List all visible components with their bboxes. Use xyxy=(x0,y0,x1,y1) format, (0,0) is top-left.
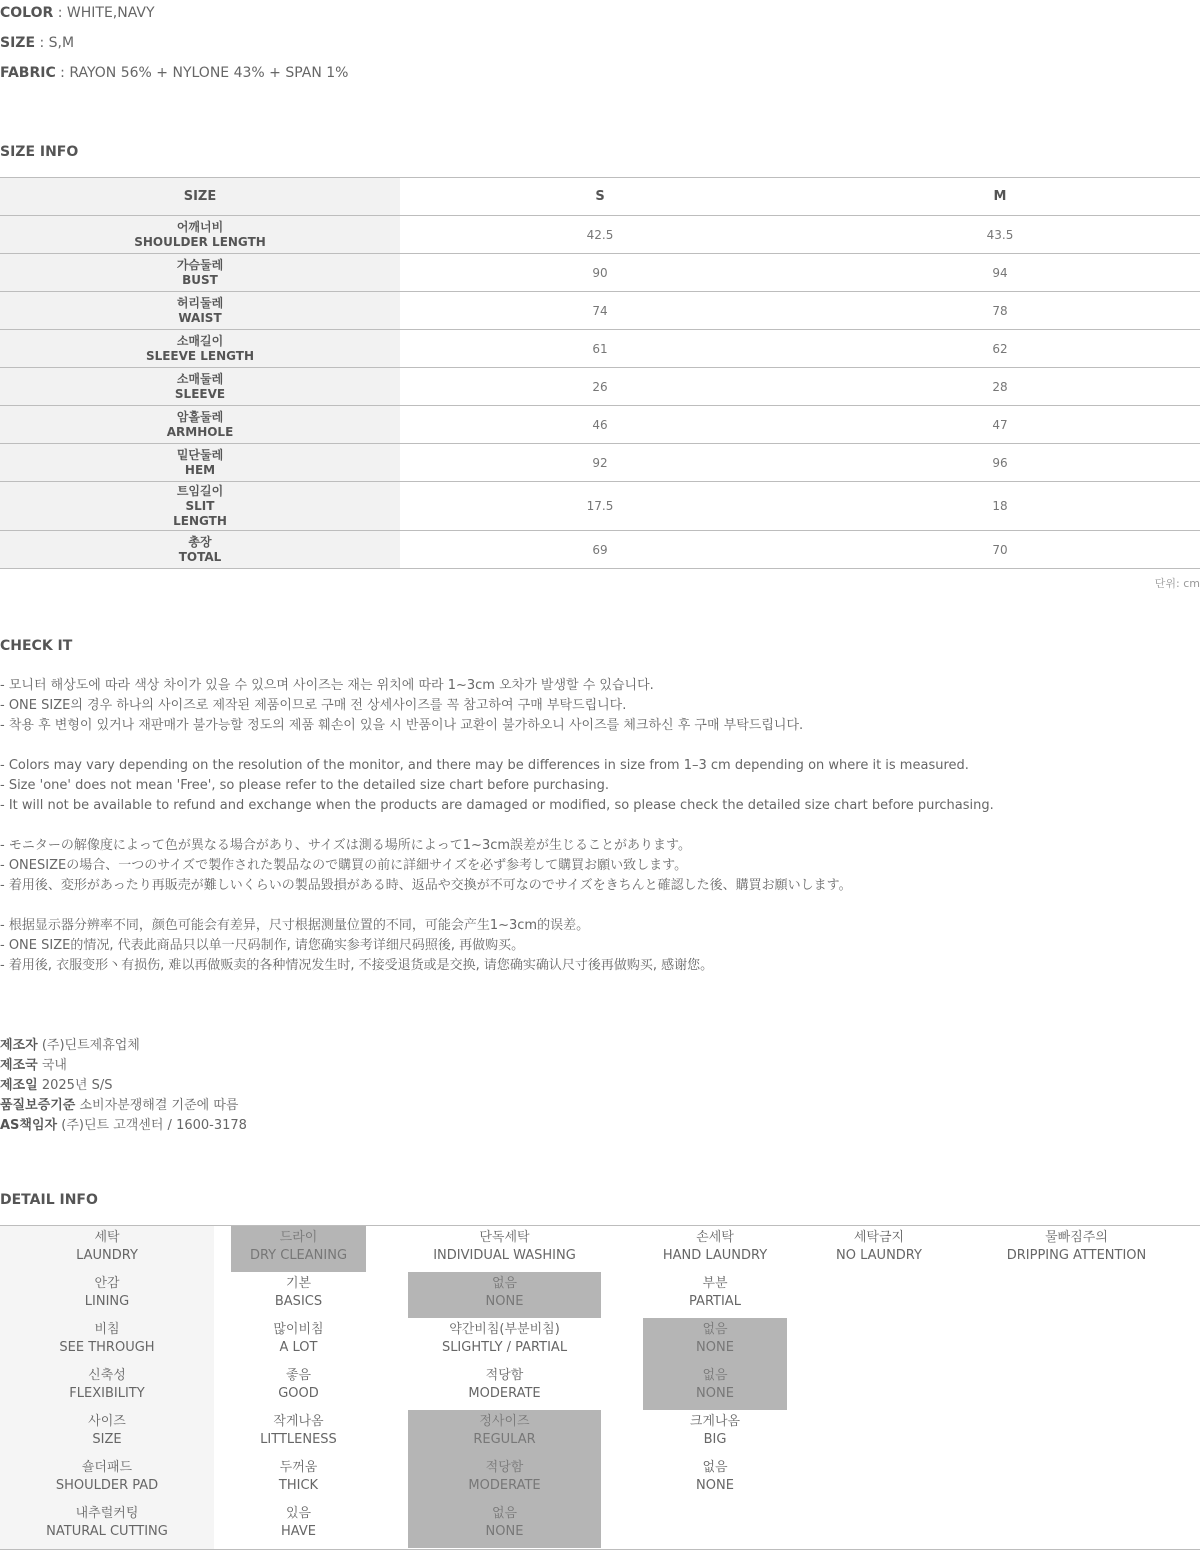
detail-en: INDIVIDUAL WASHING xyxy=(433,1248,576,1263)
detail-ko: 드라이 xyxy=(279,1230,318,1245)
measure-label xyxy=(0,444,400,482)
detail-ko: 있음 xyxy=(285,1506,312,1521)
measure-label xyxy=(0,254,400,292)
detail-en: NATURAL CUTTING xyxy=(46,1524,168,1539)
detail-en: SLIGHTLY / PARTIAL xyxy=(441,1340,568,1355)
spec-label: FABRIC xyxy=(0,65,56,81)
mfg-label: 제조일 xyxy=(0,1078,38,1093)
detail-row-label xyxy=(0,1226,214,1272)
notes-en xyxy=(0,756,994,816)
mfg-row xyxy=(0,1076,247,1096)
manufacturer-info xyxy=(0,1036,247,1136)
detail-option xyxy=(408,1502,601,1548)
detail-row-label xyxy=(0,1410,214,1456)
notes-ja xyxy=(0,836,852,896)
value-s: 26 xyxy=(400,368,800,406)
note-line: - Size 'one' does not mean 'Free', so please refer to the detailed size chart before purchasing. xyxy=(0,778,610,793)
table-row xyxy=(0,254,1200,292)
detail-ko: 두꺼움 xyxy=(279,1460,318,1475)
detail-ko: 약간비침(부분비침) xyxy=(449,1322,560,1337)
detail-option xyxy=(643,1410,787,1456)
detail-option xyxy=(408,1364,601,1410)
spec-fabric xyxy=(0,63,348,83)
mfg-row xyxy=(0,1036,247,1056)
measure-ko: 소매둘레 xyxy=(176,371,224,386)
value-s: 46 xyxy=(400,406,800,444)
note-line: - 착용 후 변형이 있거나 재판매가 불가능할 정도의 제품 훼손이 있을 시 반품이나 교환이 불가하오니 사이즈를 체크하신 후 구매 부탁드립니다. xyxy=(0,718,804,733)
note-line: - モニターの解像度によって色が異なる場合があり、サイズは測る場所によって1~3cm誤差が生じることがあります。 xyxy=(0,838,691,853)
value-m: 78 xyxy=(800,292,1200,330)
detail-ko: 없음 xyxy=(491,1506,518,1521)
notes-zh xyxy=(0,916,713,976)
detail-row-label xyxy=(0,1364,214,1410)
detail-ko: 신축성 xyxy=(88,1368,126,1383)
measure-label xyxy=(0,216,400,254)
value-m: 18 xyxy=(800,482,1200,531)
detail-ko: 많이비침 xyxy=(273,1322,324,1337)
mfg-label: 품질보증기준 xyxy=(0,1098,76,1113)
detail-ko: 적당함 xyxy=(485,1368,524,1383)
table-row xyxy=(0,406,1200,444)
measure-en: SLEEVE LENGTH xyxy=(145,348,255,363)
detail-option xyxy=(231,1456,366,1502)
detail-option xyxy=(408,1456,601,1502)
table-row xyxy=(0,482,1200,531)
spec-label: SIZE xyxy=(0,35,36,51)
value-m: 47 xyxy=(800,406,1200,444)
mfg-value: (주)딘트 고객센터 / 1600-3178 xyxy=(57,1118,247,1133)
detail-en: NONE xyxy=(485,1524,524,1539)
note-line: - 着用後、変形があったり再販売が難しいくらいの製品毀損がある時、返品や交換が不可なのでサイズをきちんと確認した後、購買お願いします。 xyxy=(0,878,852,893)
spec-label: COLOR xyxy=(0,5,54,21)
value-m: 28 xyxy=(800,368,1200,406)
measure-label xyxy=(0,406,400,444)
measure-ko: 암홀둘레 xyxy=(176,409,224,424)
mfg-value: (주)딘트제휴업체 xyxy=(37,1038,140,1053)
table-row xyxy=(0,444,1200,482)
table-row xyxy=(0,531,1200,569)
detail-option xyxy=(231,1318,366,1364)
spec-value: : S,M xyxy=(35,35,75,51)
value-m: 43.5 xyxy=(800,216,1200,254)
detail-option xyxy=(231,1502,366,1548)
note-line: - ONESIZEの場合、一つのサイズで製作された製品なので購買の前に詳細サイズを必ず参考して購買お願い致します。 xyxy=(0,858,688,873)
detail-ko: 세탁금지 xyxy=(853,1230,905,1245)
detail-en: A LOT xyxy=(279,1340,318,1355)
note-line: - It will not be available to refund and exchange when the products are damaged or modified, so please check the detailed size chart before purchasing. xyxy=(0,798,994,813)
detail-en: MODERATE xyxy=(468,1386,541,1401)
detail-ko: 사이즈 xyxy=(88,1414,126,1429)
measure-en: TOTAL xyxy=(178,549,222,564)
detail-en: THICK xyxy=(278,1478,319,1493)
detail-en: BASICS xyxy=(274,1294,323,1309)
detail-ko: 단독세탁 xyxy=(479,1230,530,1245)
measure-en: SLIT xyxy=(185,498,215,513)
detail-en: GOOD xyxy=(278,1386,319,1401)
measure-label xyxy=(0,292,400,330)
measure-en-2: LENGTH xyxy=(173,513,227,528)
detail-en: DRIPPING ATTENTION xyxy=(1006,1248,1147,1263)
measure-ko: 트임길이 xyxy=(176,483,224,498)
mfg-value: 소비자분쟁해결 기준에 따름 xyxy=(75,1098,239,1113)
value-s: 90 xyxy=(400,254,800,292)
mfg-label: 제조자 xyxy=(0,1038,38,1053)
measure-en: HEM xyxy=(184,462,216,477)
detail-row-label xyxy=(0,1456,214,1502)
detail-option xyxy=(643,1226,787,1272)
note-line: - 모니터 해상도에 따라 색상 차이가 있을 수 있으며 사이즈는 재는 위치에 따라 1~3cm 오차가 발생할 수 있습니다. xyxy=(0,678,654,693)
note-line: - ONE SIZE的情况, 代表此商品只以单一尺码制作, 请您确实参考详细尺码照後, 再做购买。 xyxy=(0,938,525,953)
detail-option xyxy=(643,1318,787,1364)
detail-ko: 없음 xyxy=(702,1460,728,1475)
mfg-value: 국내 xyxy=(37,1058,67,1073)
detail-option xyxy=(408,1410,601,1456)
detail-row-label xyxy=(0,1318,214,1364)
detail-option xyxy=(231,1410,366,1456)
detail-ko: 숄더패드 xyxy=(81,1460,133,1475)
detail-option xyxy=(231,1364,366,1410)
detail-option xyxy=(231,1226,366,1272)
detail-ko: 부분 xyxy=(702,1276,728,1291)
notes-ko xyxy=(0,676,803,736)
detail-ko: 정사이즈 xyxy=(479,1414,530,1429)
detail-en: HAVE xyxy=(281,1524,316,1539)
detail-en: SHOULDER PAD xyxy=(55,1478,159,1493)
detail-option xyxy=(643,1272,787,1318)
value-s: 69 xyxy=(400,531,800,569)
spec-color xyxy=(0,3,155,23)
detail-ko: 작게나옴 xyxy=(273,1414,324,1429)
value-s: 17.5 xyxy=(400,482,800,531)
mfg-row xyxy=(0,1116,247,1136)
detail-en: NONE xyxy=(696,1340,734,1355)
detail-en: SEE THROUGH xyxy=(59,1340,155,1355)
detail-option xyxy=(231,1272,366,1318)
note-line: - 着用後, 衣服变形丶有损伤, 难以再做贩卖的各种情况发生时, 不接受退货或是交换, 请您确实确认尺寸後再做购买, 感谢您。 xyxy=(0,958,714,973)
detail-en: SIZE xyxy=(92,1432,122,1447)
detail-ko: 물빠짐주의 xyxy=(1045,1230,1108,1245)
detail-row-label xyxy=(0,1502,214,1548)
value-s: 42.5 xyxy=(400,216,800,254)
detail-en: NO LAUNDRY xyxy=(836,1248,922,1263)
note-line: - Colors may vary depending on the resolution of the monitor, and there may be differences in size from 1–3 cm depending on where it is measured. xyxy=(0,758,969,773)
size-header-m: M xyxy=(800,178,1200,216)
detail-en: FLEXIBILITY xyxy=(69,1386,145,1401)
value-m: 62 xyxy=(800,330,1200,368)
detail-ko: 세탁 xyxy=(94,1230,120,1245)
measure-ko: 허리둘레 xyxy=(176,295,224,310)
detail-en: DRY CLEANING xyxy=(249,1248,348,1263)
table-row xyxy=(0,368,1200,406)
value-s: 61 xyxy=(400,330,800,368)
measure-label xyxy=(0,368,400,406)
detail-en: LINING xyxy=(84,1294,130,1309)
detail-ko: 내추럴커팅 xyxy=(75,1506,139,1521)
detail-en: HAND LAUNDRY xyxy=(662,1248,768,1263)
detail-en: LITTLENESS xyxy=(260,1432,337,1447)
spec-size xyxy=(0,33,74,53)
measure-label xyxy=(0,330,400,368)
detail-option xyxy=(408,1318,601,1364)
detail-ko: 없음 xyxy=(491,1276,518,1291)
unit-note: 단위: cm xyxy=(1154,577,1200,590)
detail-ko: 없음 xyxy=(702,1322,728,1337)
table-row xyxy=(0,216,1200,254)
mfg-value: 2025년 S/S xyxy=(37,1078,113,1093)
value-s: 74 xyxy=(400,292,800,330)
detail-option xyxy=(408,1272,601,1318)
mfg-label: 제조국 xyxy=(0,1058,38,1073)
size-table-header xyxy=(0,178,1200,216)
detail-en: LAUNDRY xyxy=(76,1248,138,1263)
detail-option xyxy=(643,1364,787,1410)
detail-option xyxy=(797,1226,961,1272)
detail-ko: 비침 xyxy=(94,1322,120,1337)
detail-option xyxy=(961,1226,1192,1272)
value-m: 70 xyxy=(800,531,1200,569)
measure-ko: 어깨너비 xyxy=(176,219,224,234)
detail-en: PARTIAL xyxy=(689,1294,741,1309)
detail-ko: 기본 xyxy=(285,1276,312,1291)
measure-ko: 밑단둘레 xyxy=(176,447,224,462)
measure-ko: 가슴둘레 xyxy=(176,257,224,272)
measure-ko: 소매길이 xyxy=(176,333,224,348)
measure-en: ARMHOLE xyxy=(166,424,234,439)
detail-info-title: DETAIL INFO xyxy=(0,1192,98,1208)
mfg-row xyxy=(0,1056,247,1076)
detail-ko: 손세탁 xyxy=(696,1230,734,1245)
value-m: 96 xyxy=(800,444,1200,482)
detail-option xyxy=(643,1456,787,1502)
detail-row-label xyxy=(0,1272,214,1318)
table-row xyxy=(0,292,1200,330)
measure-label xyxy=(0,482,400,531)
size-header-s: S xyxy=(400,178,800,216)
measure-label xyxy=(0,531,400,569)
value-m: 94 xyxy=(800,254,1200,292)
spec-value: : RAYON 56% + NYLONE 43% + SPAN 1% xyxy=(55,65,349,81)
detail-ko: 없음 xyxy=(702,1368,728,1383)
measure-en: SHOULDER LENGTH xyxy=(134,234,266,249)
size-header-label: SIZE xyxy=(0,178,400,216)
detail-info-table xyxy=(0,1225,1200,1550)
detail-en: BIG xyxy=(703,1432,727,1447)
note-line: - ONE SIZE의 경우 하나의 사이즈로 제작된 제품이므로 구매 전 상세사이즈를 꼭 참고하여 구매 부탁드립니다. xyxy=(0,698,627,713)
detail-en: NONE xyxy=(696,1386,734,1401)
detail-en: REGULAR xyxy=(473,1432,536,1447)
detail-en: NONE xyxy=(485,1294,524,1309)
size-info-title: SIZE INFO xyxy=(0,144,79,160)
table-row xyxy=(0,330,1200,368)
detail-ko: 좋음 xyxy=(285,1368,312,1383)
check-it-title: CHECK IT xyxy=(0,638,73,654)
detail-ko: 안감 xyxy=(94,1276,120,1291)
note-line: - 根据显示器分辨率不同，颜色可能会有差异，尺寸根据测量位置的不同，可能会产生1~3cm的误差。 xyxy=(0,918,590,933)
spec-value: : WHITE,NAVY xyxy=(53,5,155,21)
measure-en: BUST xyxy=(182,272,218,287)
measure-en: WAIST xyxy=(178,310,222,325)
detail-ko: 크게나옴 xyxy=(689,1414,741,1429)
measure-ko: 총장 xyxy=(188,534,212,549)
size-table xyxy=(0,177,1200,569)
detail-ko: 적당함 xyxy=(485,1460,524,1475)
value-s: 92 xyxy=(400,444,800,482)
detail-option xyxy=(408,1226,601,1272)
detail-en: MODERATE xyxy=(468,1478,541,1493)
detail-en: NONE xyxy=(696,1478,734,1493)
measure-en: SLEEVE xyxy=(174,386,226,401)
mfg-row xyxy=(0,1096,247,1116)
mfg-label: AS책임자 xyxy=(0,1118,58,1133)
